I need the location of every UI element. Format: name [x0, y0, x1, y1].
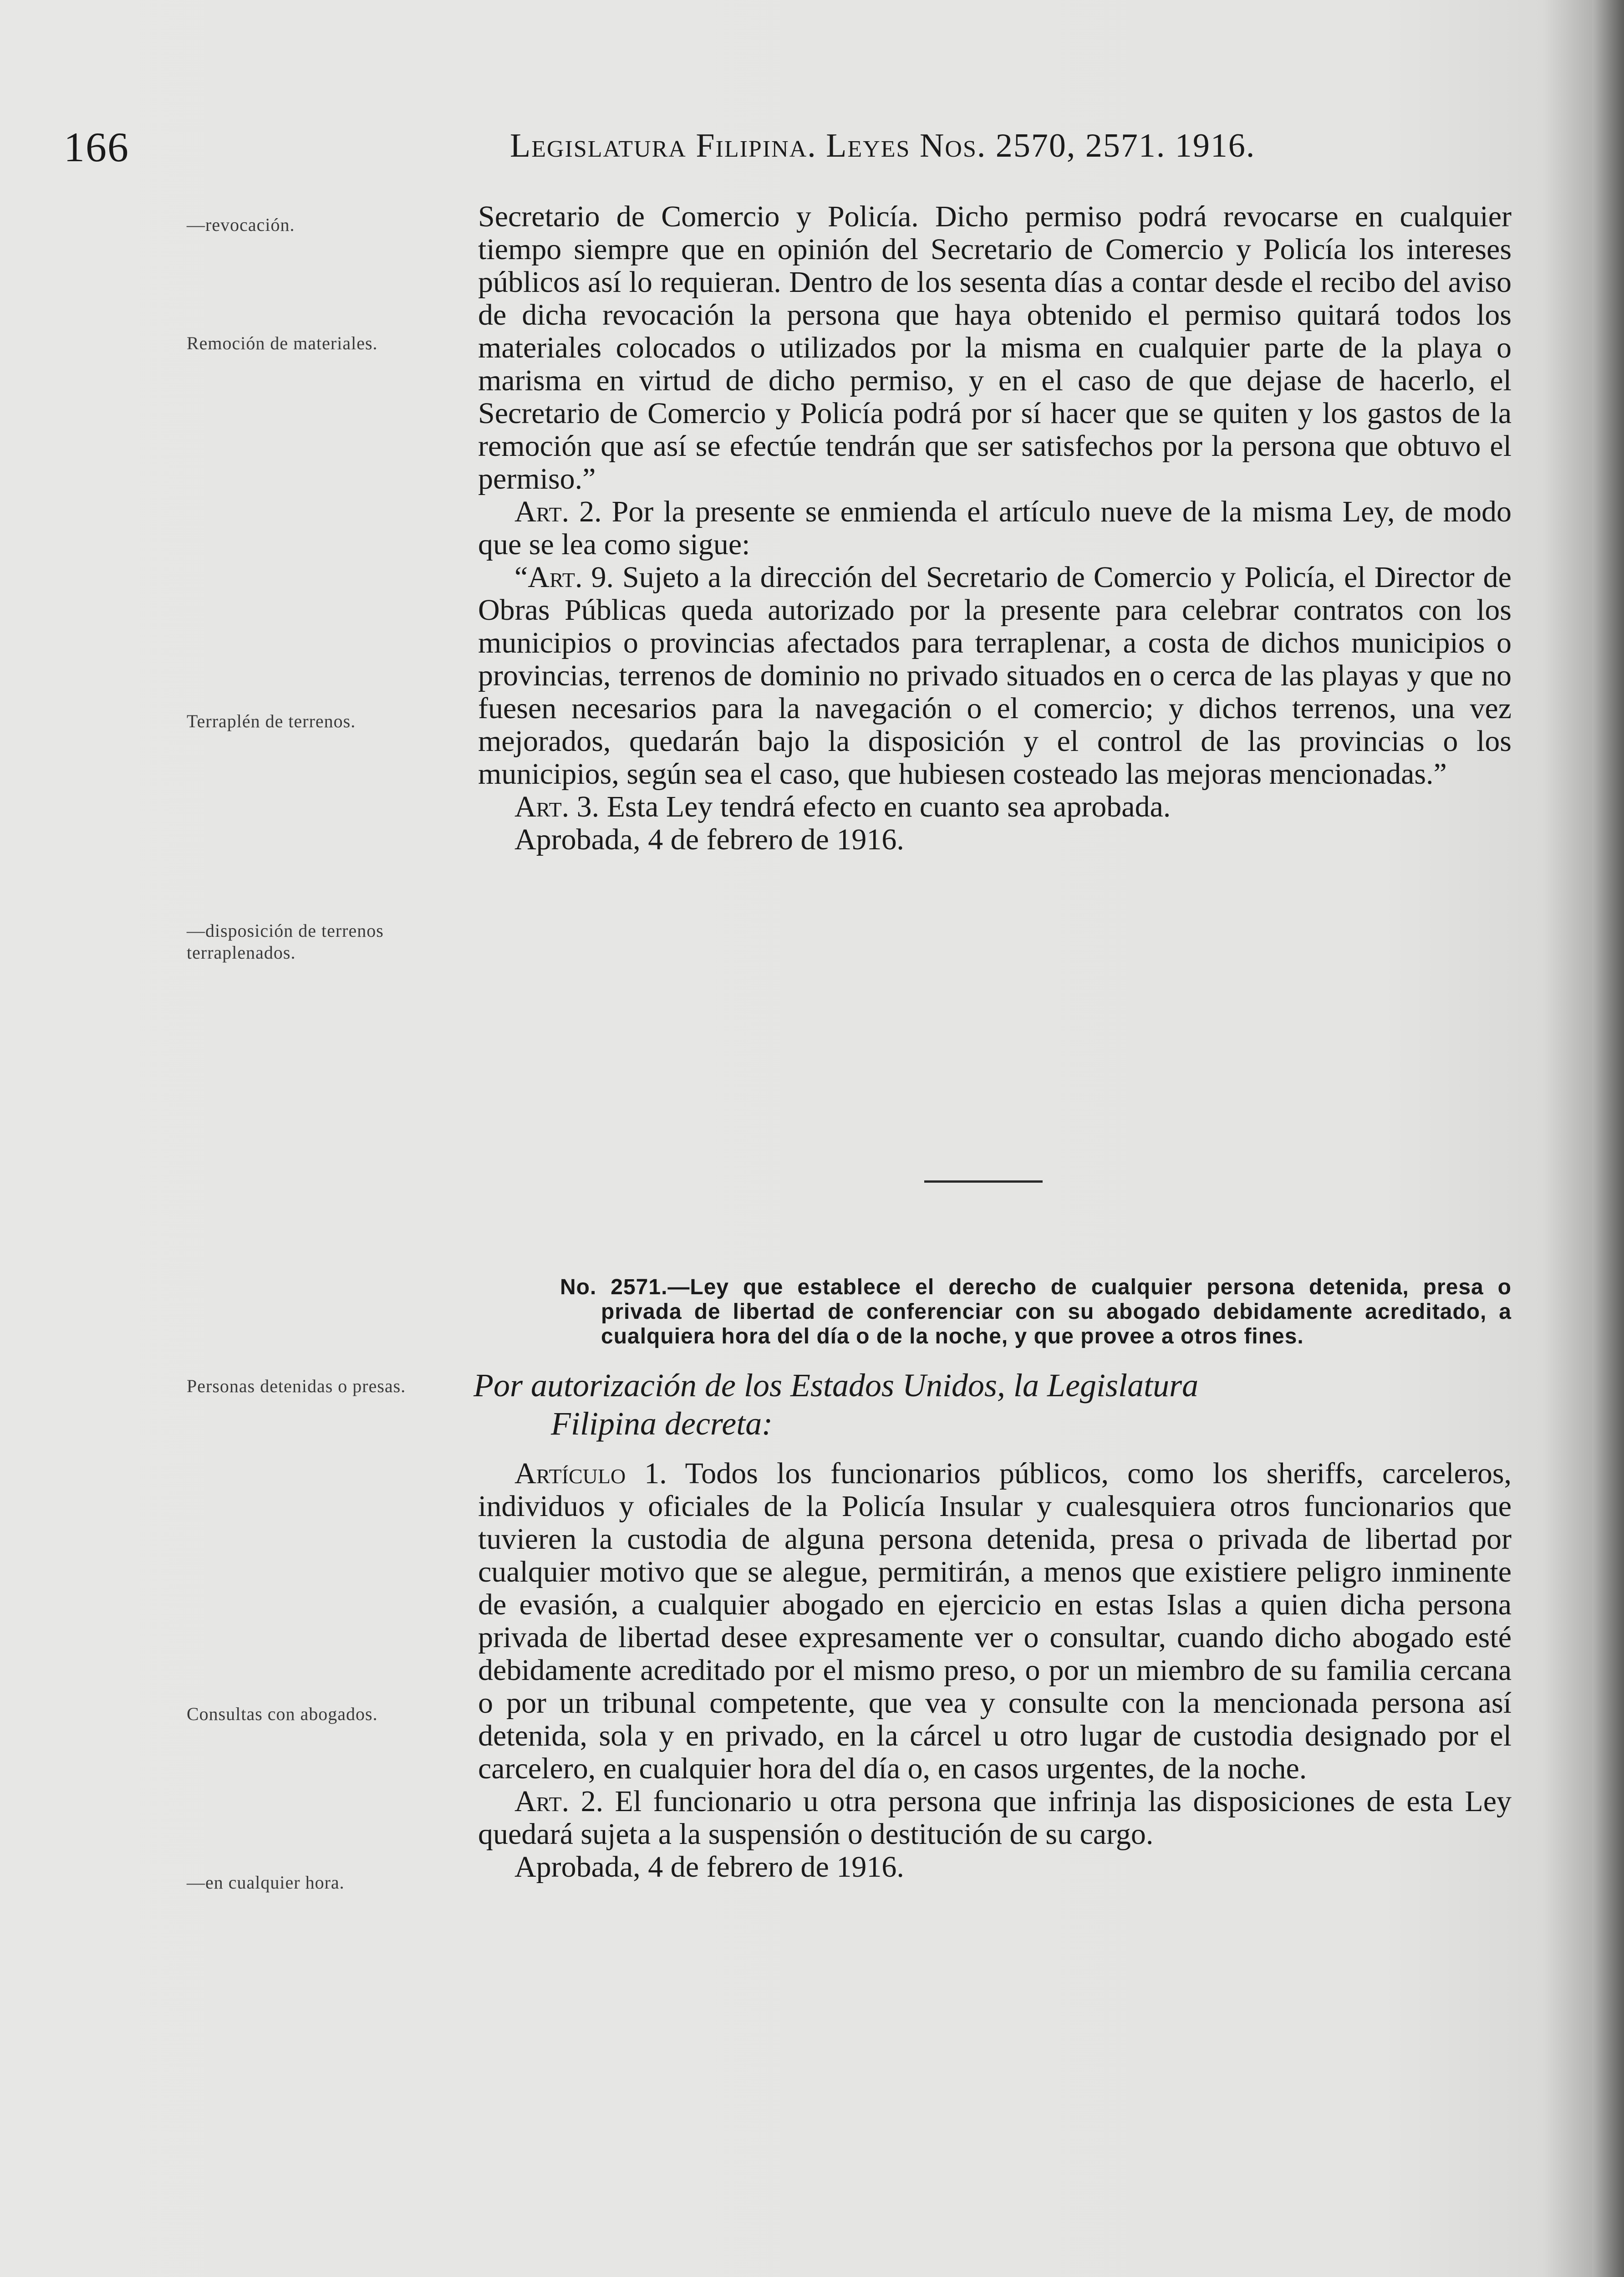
- margin-note-personas: Personas detenidas o presas.: [187, 1376, 406, 1396]
- article-2b: [478, 1785, 1512, 1851]
- margin-note-revocacion: —revocación.: [187, 214, 295, 235]
- enacting-clause: [473, 1366, 1512, 1443]
- article-2b-text: El funcionario u otra persona que infrinja las disposiciones de esta Ley quedará sujeta a la suspensión o destitución de su cargo.: [478, 1785, 1512, 1851]
- approval-date-2571: Aprobada, 4 de febrero de 1916.: [514, 1850, 904, 1884]
- article-9-text: Sujeto a la dirección del Secretario de Comercio y Policía, el Director de Obras Públicas queda autorizado por la presente para celebrar contratos con los municipios o provincias afectados para terraplenar, a costa de dichos municipios o provincias, terrenos de dominio no privado situados en o cerca de las playas y que no fuesen necesarios para la navegación o el comercio; y dichos terrenos, una vez mejorados, quedarán bajo la disposición y el control de las provincias o los municipios, según sea el caso, que hubiesen costeado las mejoras mencionadas.”: [478, 561, 1512, 791]
- page-number: 166: [64, 124, 129, 170]
- book-spine-edge: [1592, 0, 1624, 2277]
- margin-note-remocion: Remoción de materiales.: [187, 333, 378, 353]
- article-9: [478, 561, 1512, 791]
- summary-text: No. 2571.—Ley que establece el derecho de cualquier persona detenida, presa o privada de libertad de conferenciar con su abogado debidamente acreditado, a cualquiera hora del día o de la noche, y que provee a otros fines.: [560, 1275, 1512, 1348]
- enacting-line-1: Por autorización de los Estados Unidos, la Legislatura: [473, 1367, 1199, 1404]
- approval-date: Aprobada, 4 de febrero de 1916.: [514, 823, 904, 856]
- margin-note-disposicion: —disposición de terrenos terraplenados.: [187, 920, 384, 963]
- article-1-text: Todos los funcionarios públicos, como los sheriffs, carceleros, individuos y oficiales de la Policía Insular y cualesquiera otros funcionarios que tuvieren la custodia de alguna persona detenida, presa o privada de libertad por cualquier motivo que se alegue, permitirán, a menos que existiere peligro inminente de evasión, a cualquier abogado en ejercicio en estas Islas a quien dicha persona privada de libertad desee expresamente ver o consultar, cuando dicho abogado esté debidamente acreditado por el mismo preso, o por un miembro de su familia cercana o por un tribunal competente, que vea y consulte con la mencionada persona así detenida, sola y en privado, en la cárcel u otro lugar de custodia designado por el carcelero, en cualquier hora del día o, en casos urgentes, de la noche.: [478, 1457, 1512, 1785]
- page-header: [64, 118, 1521, 173]
- margin-note-consultas: Consultas con abogados.: [187, 1704, 378, 1724]
- section-divider: [924, 1180, 1043, 1183]
- running-head: Legislatura Filipina. Leyes Nos. 2570, 2571. 1916.: [510, 127, 1256, 164]
- law-2571-text: [478, 1457, 1512, 1884]
- article-2: [478, 495, 1512, 561]
- law-2571-summary: [560, 1275, 1512, 1349]
- article-1-label: Artículo 1.: [514, 1457, 667, 1490]
- article-3-text: Esta Ley tendrá efecto en cuanto sea aprobada.: [599, 790, 1171, 823]
- enacting-line-2: Filipina decreta:: [551, 1405, 773, 1442]
- margin-note-hora: —en cualquier hora.: [187, 1872, 345, 1893]
- margin-note-terraplen: Terraplén de terrenos.: [187, 711, 356, 731]
- law-2570-text: [478, 200, 1512, 856]
- article-3: [478, 791, 1512, 823]
- continued-paragraph: Secretario de Comercio y Policía. Dicho permiso podrá revocarse en cualquier tiempo siempre que en opinión del Secretario de Comercio y Policía los intereses públicos así lo requieran. Dentro de los sesenta días a contar desde el recibo del aviso de dicha revocación la persona que haya obtenido el permiso quitará todos los materiales colocados o utilizados por la misma en cualquier parte de la playa o marisma en virtud de dicho permiso, y en el caso de que dejase de hacerlo, el Secretario de Comercio y Policía podrá por sí hacer que se quiten y los gastos de la remoción que así se efectúe tendrán que ser satisfechos por la persona que obtuvo el permiso.”: [478, 200, 1512, 495]
- article-9-label: “Art. 9.: [514, 561, 614, 594]
- article-3-label: Art. 3.: [514, 790, 600, 823]
- article-2-text: Por la presente se enmienda el artículo nueve de la misma Ley, de modo que se lea como sigue:: [478, 495, 1512, 561]
- article-2-label: Art. 2.: [514, 495, 602, 528]
- article-2b-label: Art. 2.: [514, 1785, 604, 1818]
- article-1: [478, 1457, 1512, 1785]
